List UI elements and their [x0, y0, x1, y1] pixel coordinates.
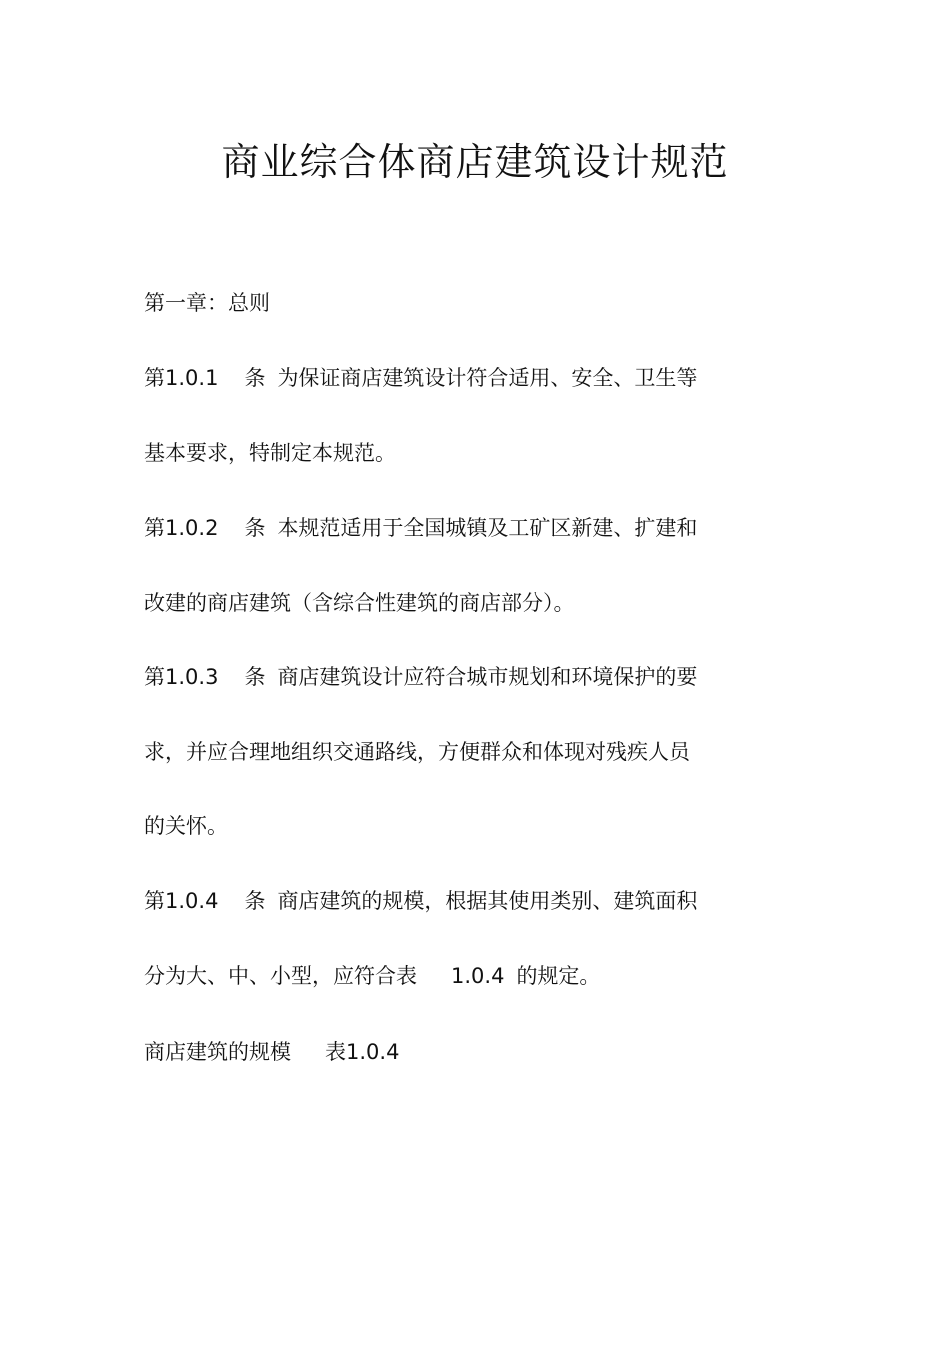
article-1-0-3-line-1	[144, 662, 697, 692]
article-text: 为保证商店建筑设计符合适用、安全、卫生等	[277, 366, 698, 390]
table-caption-name: 商店建筑的规模	[144, 1040, 291, 1064]
article-prefix: 第	[144, 889, 165, 913]
article-text: 分为大、中、小型，应符合表	[144, 964, 417, 988]
article-1-0-1-line-2: 基本要求，特制定本规范。	[144, 441, 396, 465]
article-number: 1.0.3	[165, 665, 219, 689]
article-label: 条	[244, 665, 266, 689]
document-title: 商业综合体商店建筑设计规范	[221, 140, 729, 184]
article-1-0-4-line-2	[144, 961, 600, 991]
article-label: 条	[244, 889, 266, 913]
article-prefix: 第	[144, 516, 165, 540]
article-label: 条	[244, 516, 266, 540]
article-text: 的规定。	[516, 964, 601, 988]
article-number: 1.0.2	[165, 516, 219, 540]
article-number: 1.0.4	[165, 889, 219, 913]
article-1-0-1-line-1	[144, 363, 697, 393]
article-text: 商店建筑设计应符合城市规划和环境保护的要	[277, 665, 698, 689]
article-label: 条	[244, 366, 266, 390]
article-number: 1.0.1	[165, 366, 219, 390]
chapter-heading: 第一章：总则	[144, 291, 270, 315]
article-1-0-4-line-1	[144, 886, 697, 916]
article-1-0-2-line-1	[144, 513, 697, 543]
table-reference-number: 1.0.4	[451, 964, 505, 988]
article-prefix: 第	[144, 665, 165, 689]
article-1-0-3-line-2: 求，并应合理地组织交通路线，方便群众和体现对残疾人员	[144, 740, 690, 764]
table-caption	[144, 1037, 399, 1067]
table-caption-label: 表1.0.4	[325, 1040, 400, 1064]
article-1-0-3-line-3: 的关怀。	[144, 814, 228, 838]
article-prefix: 第	[144, 366, 165, 390]
article-text: 商店建筑的规模，根据其使用类别、建筑面积	[277, 889, 698, 913]
article-text: 本规范适用于全国城镇及工矿区新建、扩建和	[277, 516, 698, 540]
article-1-0-2-line-2: 改建的商店建筑（含综合性建筑的商店部分）。	[144, 591, 575, 615]
